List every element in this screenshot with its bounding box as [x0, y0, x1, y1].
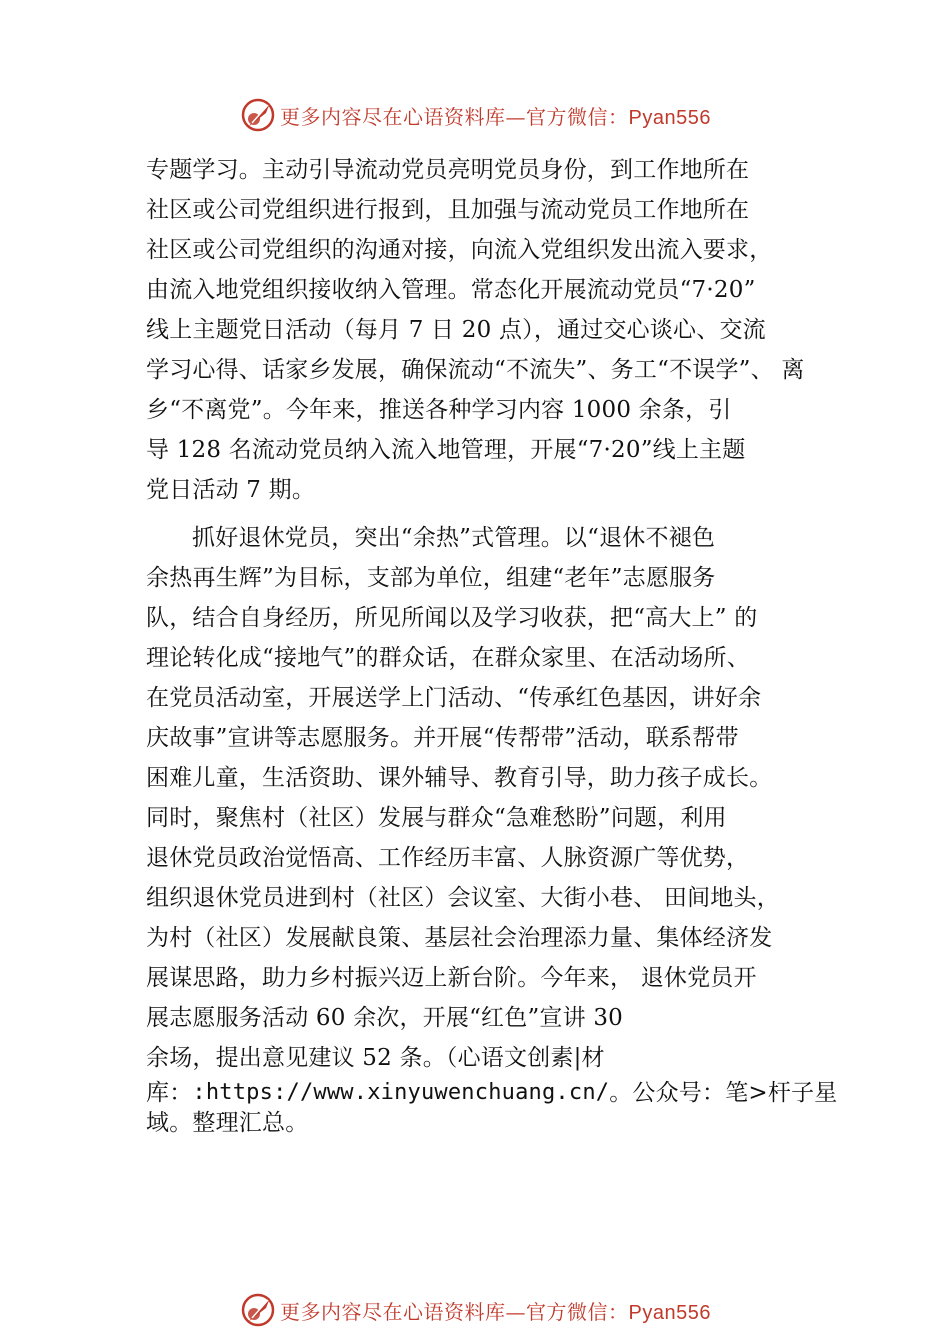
text-line: 理论转化成“接地气”的群众话，在群众家里、在活动场所、	[146, 645, 750, 671]
text-line: 余场，提出意见建议 52 条。（心语文创素|材	[146, 1045, 605, 1071]
text-line: 队，结合自身经历，所见所闻以及学习收获，把“高大上” 的	[146, 605, 758, 631]
text-line: 余热再生辉”为目标，支部为单位，组建“老年”志愿服务	[146, 565, 716, 591]
banner-wechat-id: Pyan556	[628, 106, 711, 129]
document-body	[146, 150, 836, 1138]
paragraph-1	[146, 150, 836, 510]
text-line: 学习心得、话家乡发展，确保流动“不流失”、务工“不误学”、 离	[146, 357, 805, 383]
text-line: 庆故事”宣讲等志愿服务。并开展“传帮带”活动，联系帮带	[146, 725, 739, 751]
source-prefix: 库：	[146, 1080, 193, 1106]
text-line: 为村（社区）发展献良策、基层社会治理添力量、集体经济发	[146, 925, 773, 951]
paragraph-2	[146, 518, 836, 1138]
banner-text	[280, 1296, 711, 1325]
text-line: 同时，聚焦村（社区）发展与群众“急难愁盼”问题，利用	[146, 805, 727, 831]
text-line: 展志愿服务活动 60 余次，开展“红色”宣讲 30	[146, 1005, 623, 1031]
source-suffix: 。公众号：笔>杆子星	[609, 1080, 838, 1106]
text-line: 在党员活动室，开展送学上门活动、“传承红色基因，讲好余	[146, 685, 762, 711]
text-line: 导 128 名流动党员纳入流入地管理，开展“7·20”线上主题	[146, 437, 746, 463]
text-line: 专题学习。主动引导流动党员亮明党员身份，到工作地所在	[146, 157, 750, 183]
banner-label: 更多内容尽在心语资料库—官方微信：	[280, 1299, 629, 1324]
header-banner	[240, 95, 800, 135]
text-line: 社区或公司党组织进行报到，且加强与流动党员工作地所在	[146, 197, 750, 223]
text-line: 展谋思路，助力乡村振兴迈上新台阶。今年来， 退休党员开	[146, 965, 757, 991]
text-line: 域。整理汇总。	[146, 1110, 309, 1136]
footer-banner	[240, 1290, 800, 1330]
text-line: 乡“不离党”。今年来，推送各种学习内容 1000 余条，引	[146, 397, 732, 423]
source-line	[146, 1078, 836, 1108]
text-line: 线上主题党日活动（每月 7 日 20 点），通过交心谈心、交流	[146, 317, 766, 343]
text-line: 由流入地党组织接收纳入管理。常态化开展流动党员“7·20”	[146, 277, 756, 303]
banner-text	[280, 101, 711, 130]
text-line: 社区或公司党组织的沟通对接，向流入党组织发出流入要求，	[146, 237, 773, 263]
text-line: 困难儿童，生活资助、课外辅导、教育引导，助力孩子成长。	[146, 765, 773, 791]
quill-logo-icon	[240, 97, 276, 133]
quill-logo-icon	[240, 1292, 276, 1328]
text-line: 党日活动 7 期。	[146, 477, 316, 503]
source-url[interactable]: :https://www.xinyuwenchuang.cn/	[192, 1080, 610, 1105]
banner-wechat-id: Pyan556	[628, 1301, 711, 1324]
text-line: 退休党员政治觉悟高、工作经历丰富、人脉资源广等优势，	[146, 845, 750, 871]
text-line: 组织退休党员进到村（社区）会议室、大街小巷、 田间地头，	[146, 885, 780, 911]
banner-label: 更多内容尽在心语资料库—官方微信：	[280, 104, 629, 129]
text-line: 抓好退休党员，突出“余热”式管理。以“退休不褪色	[192, 525, 716, 551]
